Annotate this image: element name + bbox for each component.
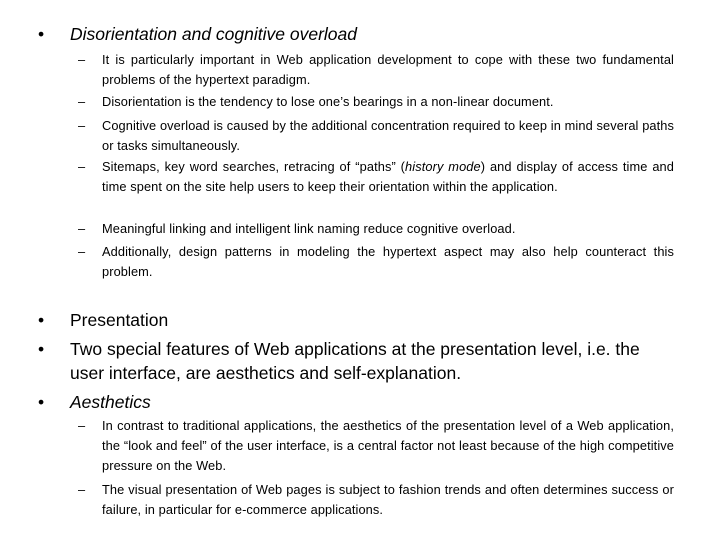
sitemaps-text-after: ) and display of access time and time spent on the site help users to keep their orientation within the application. — [102, 159, 674, 194]
dash-icon: – — [78, 118, 86, 133]
dash-icon: – — [78, 482, 86, 497]
sub-item — [78, 92, 674, 112]
bullet-presentation — [38, 308, 678, 332]
heading-disorientation: Disorientation and cognitive overload — [70, 24, 357, 44]
bullet-disorientation — [38, 22, 678, 46]
heading-aesthetics: Aesthetics — [70, 392, 151, 412]
sub-item-text: Meaningful linking and intelligent link naming reduce cognitive overload. — [102, 221, 516, 236]
special-features-text: Two special features of Web applications at the presentation level, i.e. the user interface, are aesthetics and self-explanation. — [70, 339, 640, 383]
sub-item-text — [102, 157, 674, 197]
dash-icon: – — [78, 221, 86, 236]
bullet-aesthetics — [38, 390, 678, 414]
sub-item-text: Additionally, design patterns in modeling the hypertext aspect may also help counteract this problem. — [102, 244, 674, 279]
sub-item — [78, 50, 674, 90]
sub-item-text: Cognitive overload is caused by the additional concentration required to keep in mind several paths or tasks simultaneously. — [102, 118, 674, 153]
sub-item-text: Disorientation is the tendency to lose one’s bearings in a non-linear document. — [102, 94, 554, 109]
bullet-icon: • — [38, 310, 45, 330]
sub-item — [78, 480, 674, 520]
bullet-icon: • — [38, 24, 45, 44]
sub-item — [78, 157, 674, 197]
sub-item — [78, 219, 674, 239]
dash-icon: – — [78, 94, 86, 109]
sub-item — [78, 416, 674, 476]
dash-icon: – — [78, 52, 86, 67]
sub-item — [78, 116, 674, 156]
dash-icon: – — [78, 418, 86, 433]
sub-item-text: The visual presentation of Web pages is subject to fashion trends and often determines success or failure, in particular for e-commerce applications. — [102, 482, 674, 517]
sub-item-text: In contrast to traditional applications, the aesthetics of the presentation level of a Web application, the “look and feel” of the user interface, is a central factor not least because of the high competitive pressure on the Web. — [102, 418, 674, 473]
sub-item — [78, 242, 674, 282]
history-mode-term: history mode — [405, 159, 481, 174]
sub-item-text: It is particularly important in Web application development to cope with these two fundamental problems of the hypertext paradigm. — [102, 52, 674, 87]
bullet-icon: • — [38, 392, 45, 412]
bullet-special-features — [38, 337, 678, 385]
heading-presentation: Presentation — [70, 310, 169, 330]
dash-icon: – — [78, 244, 86, 259]
dash-icon: – — [78, 159, 86, 174]
sitemaps-text-before: Sitemaps, key word searches, retracing of “paths” ( — [102, 159, 406, 174]
bullet-icon: • — [38, 339, 45, 359]
